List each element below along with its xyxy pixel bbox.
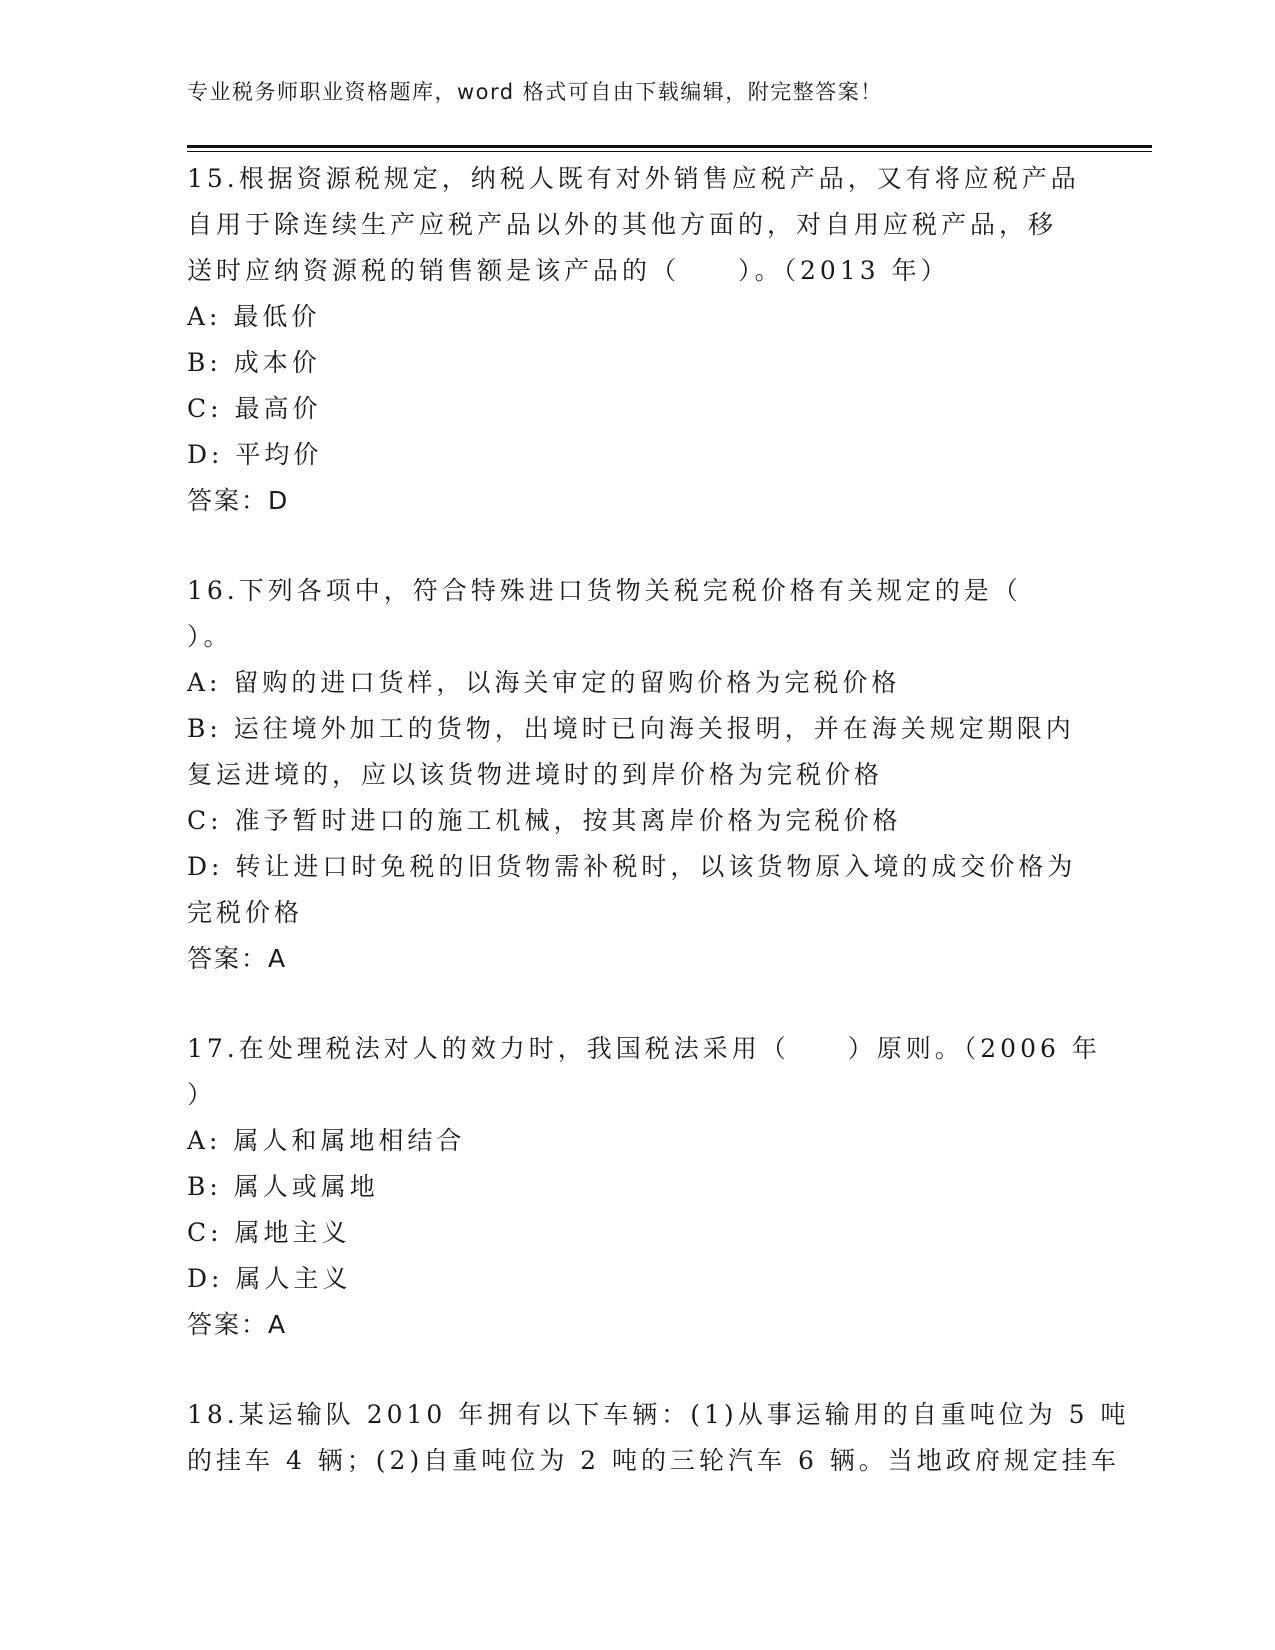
question-15 xyxy=(187,156,1080,524)
option-a: A: 最低价 xyxy=(187,302,321,331)
question-stem-line: ）。 xyxy=(187,622,233,651)
option-b-continued: 复运进境的，应以该货物进境时的到岸价格为完税价格 xyxy=(187,760,884,789)
option-c: C: 属地主义 xyxy=(187,1218,351,1247)
question-stem-line: 的挂车 4 辆；(2)自重吨位为 2 吨的三轮汽车 6 辆。当地政府规定挂车 xyxy=(187,1446,1120,1475)
answer: 答案：D xyxy=(187,486,290,515)
option-b: B: 运往境外加工的货物，出境时已向海关报明，并在海关规定期限内 xyxy=(187,714,1075,743)
option-d: D: 平均价 xyxy=(187,440,323,469)
question-17 xyxy=(187,1026,1101,1348)
option-a: A: 属人和属地相结合 xyxy=(187,1126,466,1155)
header-rule-thick xyxy=(187,145,1152,148)
header-note: 专业税务师职业资格题库，word 格式可自由下载编辑，附完整答案！ xyxy=(187,80,883,104)
question-list xyxy=(187,156,1130,1484)
header-rule-thin xyxy=(187,151,1152,152)
question-stem-line: 自用于除连续生产应税产品以外的其他方面的，对自用应税产品，移 xyxy=(187,210,1058,239)
question-18 xyxy=(187,1392,1130,1484)
question-stem-line: ） xyxy=(187,1080,217,1109)
question-stem-line: 送时应纳资源税的销售额是该产品的（ ）。（2013 年） xyxy=(187,256,950,285)
question-stem-line: 15.根据资源税规定，纳税人既有对外销售应税产品，又有将应税产品 xyxy=(187,164,1080,193)
option-b: B: 成本价 xyxy=(187,348,321,377)
option-d-continued: 完税价格 xyxy=(187,898,304,927)
question-stem-line: 17.在处理税法对人的效力时，我国税法采用（ ）原则。（2006 年 xyxy=(187,1034,1101,1063)
option-c: C: 最高价 xyxy=(187,394,322,423)
answer: 答案：A xyxy=(187,944,288,973)
option-c: C: 准予暂时进口的施工机械，按其离岸价格为完税价格 xyxy=(187,806,902,835)
answer: 答案：A xyxy=(187,1310,288,1339)
option-a: A: 留购的进口货样，以海关审定的留购价格为完税价格 xyxy=(187,668,901,697)
question-stem-line: 18.某运输队 2010 年拥有以下车辆：(1)从事运输用的自重吨位为 5 吨 xyxy=(187,1400,1130,1429)
option-d: D: 转让进口时免税的旧货物需补税时，以该货物原入境的成交价格为 xyxy=(187,852,1077,881)
option-d: D: 属人主义 xyxy=(187,1264,352,1293)
question-stem-line: 16.下列各项中，符合特殊进口货物关税完税价格有关规定的是（ xyxy=(187,576,1022,605)
option-b: B: 属人或属地 xyxy=(187,1172,379,1201)
question-16 xyxy=(187,568,1077,982)
